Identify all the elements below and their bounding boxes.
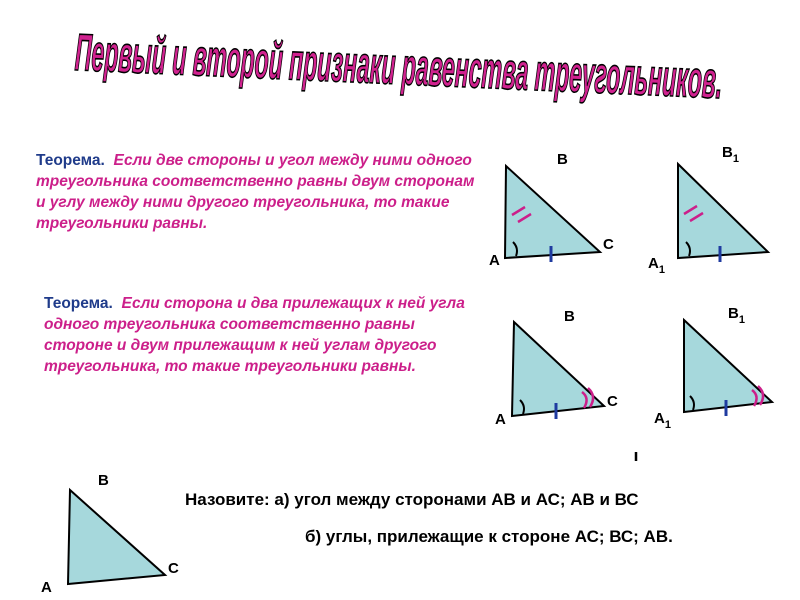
label-b-1: B: [557, 151, 568, 168]
label-b-2: B: [564, 308, 575, 325]
theorem-2-body: Если сторона и два прилежащих к ней угла одного треугольника соответственно равны стороне и двум прилежащим к ней углам другого треугольника, то такие треугольники равны.: [44, 295, 465, 375]
triangle-a1b1c1-2: [654, 305, 772, 431]
theorem-2-lead: Теорема.: [44, 295, 113, 312]
label-a-bottom: A: [41, 579, 52, 596]
triangle-abc-bottom: [41, 472, 179, 596]
label-a1-2: $A_1$: [654, 410, 671, 431]
triangle-abc-1: [489, 151, 614, 269]
page-title-text: Первый и второй признаки равенства треугольников.: [73, 22, 724, 110]
label-c-2: C: [607, 393, 618, 410]
label-a1-1: $A_1$: [648, 255, 665, 276]
label-b1-1: $B_1$: [722, 144, 739, 165]
triangle-a1b1c1-1: [648, 144, 768, 276]
label-a-2: A: [495, 411, 506, 428]
label-b-bottom: B: [98, 472, 109, 489]
label-c-bottom: C: [168, 560, 179, 577]
theorem-1-body: Если две стороны и угол между ними одного треугольника соответственно равны двум сторонам и углу между ними другого треугольника, то такие треугольники равны.: [36, 152, 475, 232]
label-a-1: A: [489, 252, 500, 269]
label-b1-2: $B_1$: [728, 305, 745, 326]
theorem-1-lead: Теорема.: [36, 152, 105, 169]
triangle-abc-2: [495, 308, 618, 428]
question-a: Назовите: а) угол между сторонами АВ и АС; АВ и ВС: [185, 490, 639, 509]
question-b: б) углы, прилежащие к стороне АС; ВС; АВ.: [305, 527, 673, 546]
label-c-1: C: [603, 236, 614, 253]
